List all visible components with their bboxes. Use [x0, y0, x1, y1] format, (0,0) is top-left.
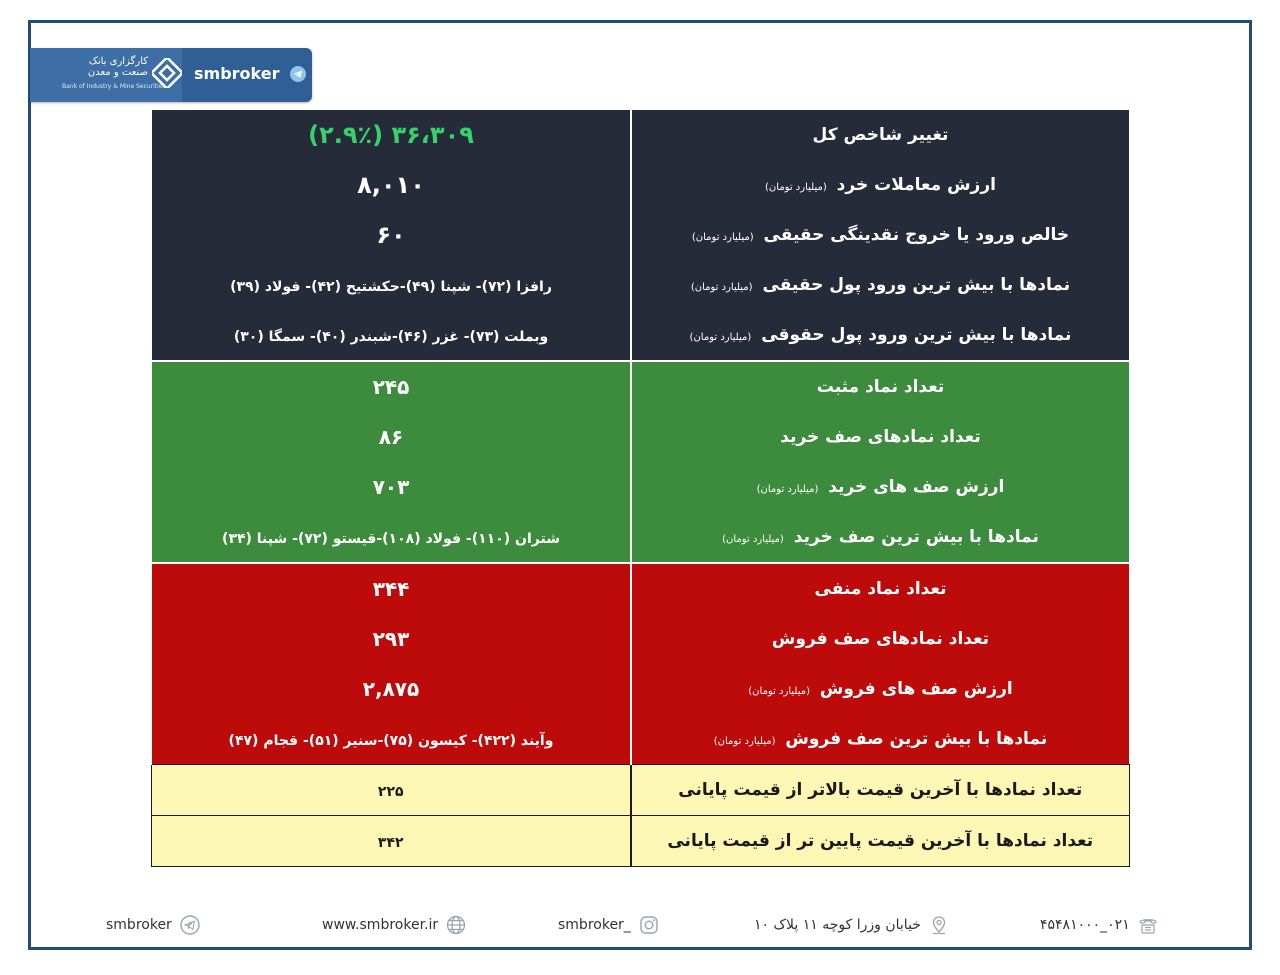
row-label-text: تغییر شاخص کل	[812, 125, 949, 145]
globe-icon	[446, 915, 466, 935]
row-value-text: ۲۹۳	[372, 627, 410, 651]
row-label-text: نمادها با بیش ترین ورود پول حقیقی	[762, 275, 1071, 295]
footer-telegram-handle[interactable]: smbroker	[106, 917, 172, 933]
bank-name-line1: کارگزاری بانک	[88, 56, 148, 67]
table-row	[151, 260, 1129, 310]
row-unit: (میلیارد تومان)	[713, 736, 776, 747]
row-label	[631, 160, 1129, 210]
location-pin-icon	[929, 915, 949, 935]
bank-logo-icon	[152, 58, 182, 88]
row-value	[151, 462, 631, 512]
row-label-text: تعداد نماد مثبت	[816, 377, 945, 397]
table-row	[151, 361, 1129, 412]
row-label-text: تعداد نمادها با آخرین قیمت بالاتر از قیمت پایانی	[678, 780, 1083, 800]
instagram-icon	[639, 915, 659, 935]
row-value-text: ۲۲۵	[377, 783, 404, 800]
row-unit: (میلیارد تومان)	[756, 484, 819, 495]
report-body	[151, 110, 1129, 867]
market-report-table	[150, 110, 1130, 867]
row-label	[631, 664, 1129, 714]
phone-icon	[1138, 915, 1158, 935]
row-value-text: وآیند (۴۲۲)- کیسون (۷۵)-سنیر (۵۱)- قجام (۴۷)	[228, 732, 554, 749]
table-row	[151, 664, 1129, 714]
row-label-text: نمادها با بیش ترین صف فروش	[785, 729, 1048, 749]
row-value-text: ۲,۸۷۵	[362, 677, 420, 701]
bank-name-en: Bank of Industry & Mine Securities	[62, 83, 166, 90]
row-label-text: تعداد نمادهای صف خرید	[780, 427, 981, 447]
footer-telegram[interactable]	[106, 915, 200, 935]
row-label-text: ارزش صف های خرید	[828, 477, 1005, 497]
row-label-text: نمادها با بیش ترین صف خرید	[793, 527, 1039, 547]
row-value-text: ۳۴۲	[377, 834, 404, 851]
footer-phone-number[interactable]: ۰۲۱_۴۵۴۸۱۰۰۰	[1040, 917, 1130, 933]
row-value	[151, 664, 631, 714]
row-unit: (میلیارد تومان)	[689, 332, 752, 343]
row-value	[151, 614, 631, 664]
row-value	[151, 160, 631, 210]
row-value	[151, 563, 631, 614]
row-value-text: ۲۴۵	[372, 375, 410, 399]
table-row	[151, 816, 1129, 867]
table-row	[151, 462, 1129, 512]
row-label-text: نمادها با بیش ترین ورود پول حقوقی	[761, 325, 1072, 345]
row-label	[631, 816, 1129, 867]
row-label	[631, 512, 1129, 563]
row-value	[151, 210, 631, 260]
table-row	[151, 765, 1129, 816]
row-value-text: ۳۶،۳۰۹ (۲.۹٪)	[308, 121, 474, 149]
row-label	[631, 765, 1129, 816]
row-label	[631, 412, 1129, 462]
row-value	[151, 765, 631, 816]
table-row	[151, 110, 1129, 160]
row-value	[151, 714, 631, 765]
table-row	[151, 512, 1129, 563]
row-label	[631, 714, 1129, 765]
table-row	[151, 210, 1129, 260]
row-value-text: وبملت (۷۳)- غزر (۴۶)-شبندر (۴۰)- سمگا (۳۰)	[233, 328, 549, 345]
row-unit: (میلیارد تومان)	[691, 232, 754, 243]
row-label-text: ارزش معاملات خرد	[836, 175, 996, 195]
row-value-text: ۸,۰۱۰	[357, 171, 425, 199]
footer-phone[interactable]	[1040, 915, 1158, 935]
row-label	[631, 210, 1129, 260]
row-label	[631, 361, 1129, 412]
row-value-text: ۶۰	[376, 221, 406, 249]
row-value-text: رافزا (۷۲)- شپنا (۴۹)-حکشتیح (۴۲)- فولاد (۳۹)	[230, 278, 552, 295]
row-label-text: خالص ورود یا خروج نقدینگی حقیقی	[763, 225, 1070, 245]
banner-handle[interactable]: smbroker	[194, 64, 280, 83]
footer-instagram[interactable]	[558, 915, 659, 935]
row-value	[151, 260, 631, 310]
row-label	[631, 462, 1129, 512]
row-value	[151, 412, 631, 462]
footer-address	[754, 915, 949, 935]
telegram-outline-icon	[180, 915, 200, 935]
row-value	[151, 310, 631, 361]
row-label-text: تعداد نماد منفی	[814, 579, 947, 599]
row-label	[631, 310, 1129, 361]
row-label	[631, 563, 1129, 614]
row-value	[151, 361, 631, 412]
row-label	[631, 260, 1129, 310]
header-banner	[30, 48, 312, 102]
footer	[100, 905, 1180, 945]
row-unit: (میلیارد تومان)	[765, 182, 827, 193]
row-value-text: شتران (۱۱۰)- فولاد (۱۰۸)-قیستو (۷۲)- شپنا (۳۴)	[222, 530, 560, 547]
table-row	[151, 160, 1129, 210]
row-value-text: ۳۴۴	[372, 577, 410, 601]
table-row	[151, 714, 1129, 765]
row-label	[631, 614, 1129, 664]
telegram-icon[interactable]	[290, 66, 306, 82]
row-label	[631, 110, 1129, 160]
row-label-text: تعداد نمادها با آخرین قیمت پایین تر از قیمت پایانی	[667, 831, 1094, 851]
table-row	[151, 412, 1129, 462]
bank-name-line2: صنعت و معدن	[87, 67, 148, 78]
row-label-text: تعداد نمادهای صف فروش	[771, 629, 990, 649]
footer-website-url[interactable]: www.smbroker.ir	[322, 917, 439, 933]
bank-name	[68, 56, 148, 78]
table-row	[151, 310, 1129, 361]
row-unit: (میلیارد تومان)	[690, 282, 753, 293]
footer-address-text: خیابان وزرا کوچه ۱۱ پلاک ۱۰	[754, 917, 921, 933]
footer-website[interactable]	[322, 915, 466, 935]
row-value	[151, 110, 631, 160]
table-row	[151, 563, 1129, 614]
row-value-text: ۷۰۳	[372, 475, 410, 499]
row-value-text: ۸۶	[378, 425, 404, 449]
row-unit: (میلیارد تومان)	[722, 534, 784, 545]
table-row	[151, 614, 1129, 664]
bank-logo-block	[30, 48, 182, 102]
row-label-text: ارزش صف های فروش	[819, 679, 1013, 699]
row-value	[151, 816, 631, 867]
row-value	[151, 512, 631, 563]
row-unit: (میلیارد تومان)	[748, 686, 810, 697]
footer-instagram-handle[interactable]: smbroker_	[558, 917, 631, 933]
